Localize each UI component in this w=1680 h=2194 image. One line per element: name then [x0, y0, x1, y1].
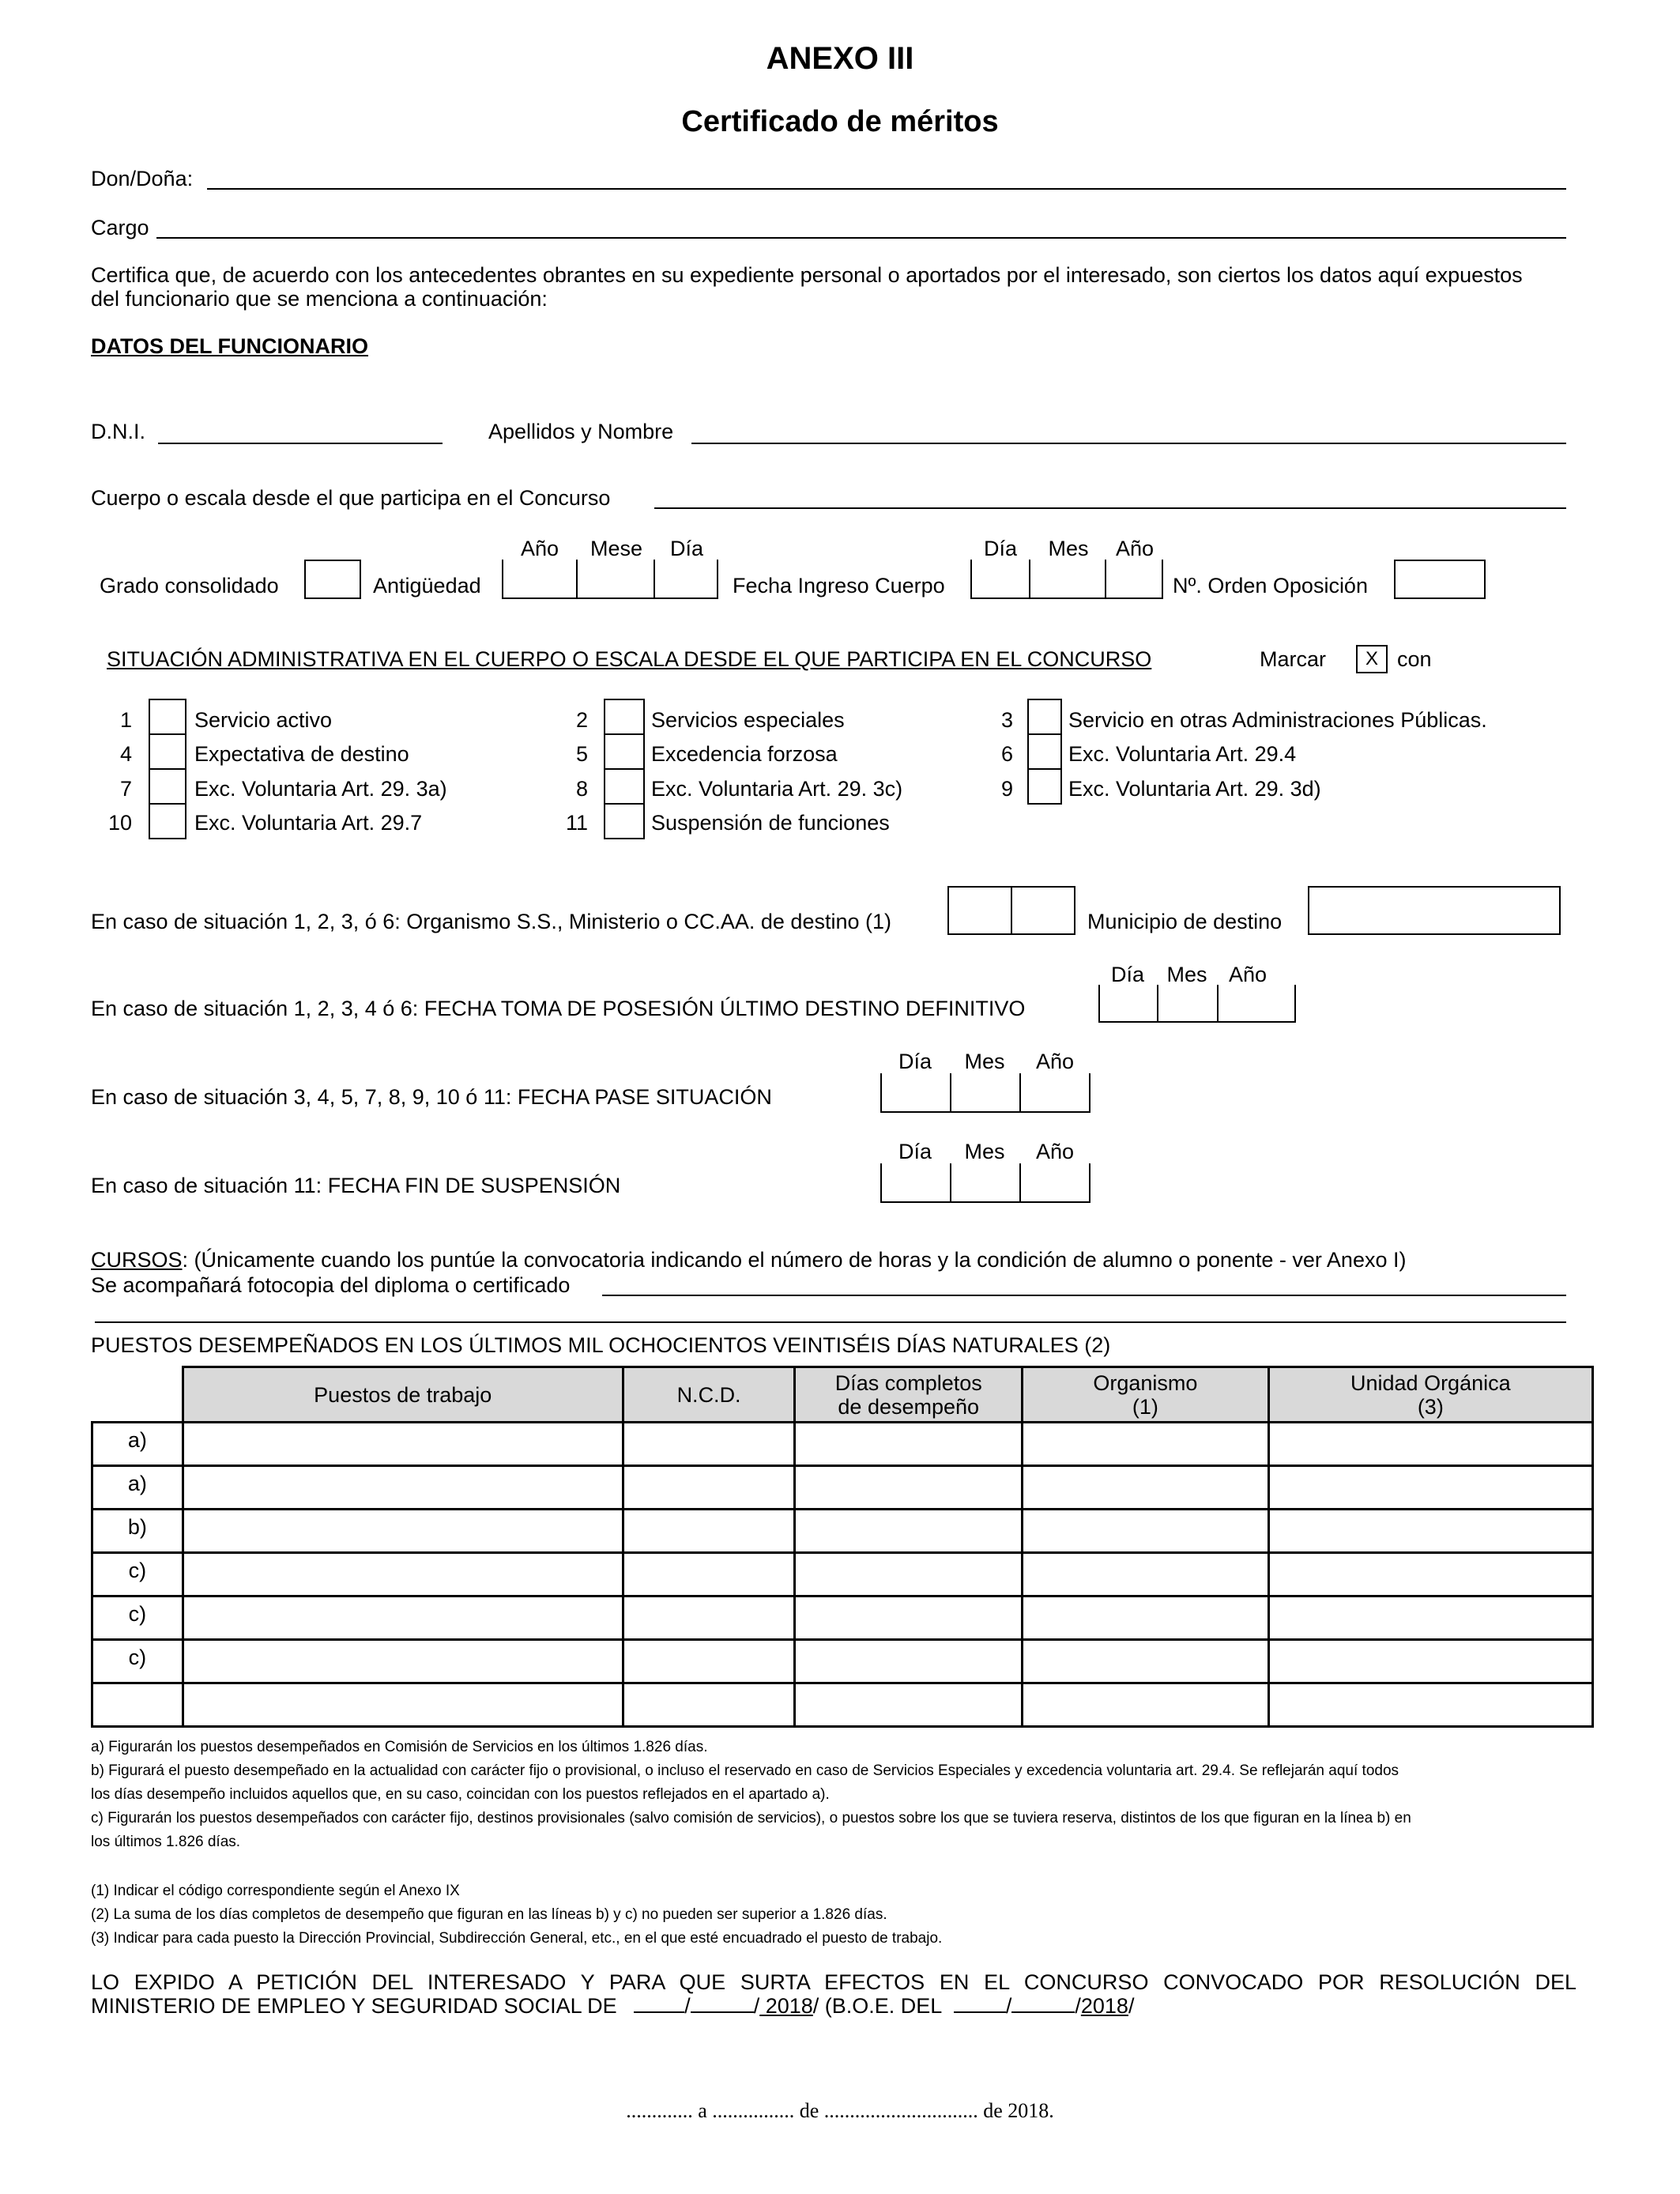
- header-dias: Días completos de desempeño: [795, 1367, 1023, 1423]
- header-unidad: Unidad Orgánica (3): [1268, 1367, 1592, 1423]
- cell[interactable]: [1023, 1683, 1269, 1727]
- note-b-line-2: los días desempeño incluidos aquellos que, en su caso, coincidan con los puestos reflejados en el apartado a).: [91, 1786, 830, 1803]
- cuerpo-label: Cuerpo o escala desde el que participa en el Concurso: [91, 486, 611, 510]
- fecha-ingreso-ano-box[interactable]: [1105, 560, 1163, 599]
- antiguedad-col-ano: Año: [520, 537, 559, 560]
- cell[interactable]: [795, 1640, 1023, 1683]
- fin-mes-box[interactable]: [950, 1163, 1021, 1203]
- res-year: 2018: [759, 1994, 813, 2018]
- apellidos-label: Apellidos y Nombre: [488, 420, 674, 443]
- cell[interactable]: [1268, 1466, 1592, 1510]
- posesion-col-dia: Día: [1110, 963, 1145, 986]
- puestos-table: [91, 1366, 1594, 1728]
- table-row: [92, 1423, 1593, 1466]
- cell[interactable]: [623, 1553, 795, 1596]
- posesion-col-ano: Año: [1228, 963, 1268, 986]
- situacion-label: Suspensión de funciones: [651, 811, 890, 835]
- cell[interactable]: [1023, 1553, 1269, 1596]
- cell[interactable]: [795, 1683, 1023, 1727]
- cell[interactable]: [183, 1423, 623, 1466]
- note-b-line-1: b) Figurará el puesto desempeñado en la actualidad con carácter fijo o provisional, o incluso el reservado en caso de Servicios Especiales y excedencia voluntaria art. 29.4. Se reflejarán aquí todos: [91, 1762, 1399, 1779]
- cell[interactable]: [1268, 1510, 1592, 1553]
- pase-label: En caso de situación 3, 4, 5, 7, 8, 9, 10 ó 11: FECHA PASE SITUACIÓN: [91, 1085, 772, 1109]
- antiguedad-col-mese: Mese: [590, 537, 643, 560]
- res-day-field[interactable]: [634, 1994, 684, 2013]
- cell[interactable]: [1023, 1466, 1269, 1510]
- row-label: b): [92, 1510, 183, 1553]
- cell[interactable]: [183, 1553, 623, 1596]
- closing-line-1: LO EXPIDO A PETICIÓN DEL INTERESADO Y PARA QUE SURTA EFECTOS EN EL CONCURSO CONVOCADO POR RESOLUCIÓN DEL: [91, 1970, 1576, 1994]
- note-3: (3) Indicar para cada puesto la Dirección Provincial, Subdirección General, etc., en el que esté encuadrado el puesto de trabajo.: [91, 1930, 943, 1947]
- table-row: [92, 1466, 1593, 1510]
- cell[interactable]: [623, 1683, 795, 1727]
- note-c-line-2: los últimos 1.826 días.: [91, 1834, 241, 1850]
- dni-field[interactable]: [158, 443, 443, 444]
- situacion-num: 7: [119, 777, 132, 801]
- note-2: (2) La suma de los días completos de desempeño que figuran en las líneas b) y c) no pueden ser superior a 1.826 días.: [91, 1906, 887, 1923]
- municipio-label: Municipio de destino: [1087, 910, 1283, 933]
- posesion-ano-box[interactable]: [1217, 985, 1296, 1023]
- header-organismo: Organismo (1): [1023, 1367, 1269, 1423]
- dni-label: D.N.I.: [91, 420, 146, 443]
- cuerpo-field[interactable]: [654, 507, 1566, 509]
- annex-title: ANEXO III: [766, 41, 914, 76]
- posesion-label: En caso de situación 1, 2, 3, 4 ó 6: FECHA TOMA DE POSESIÓN ÚLTIMO DESTINO DEFINITIVO: [91, 997, 1026, 1020]
- fecha-ingreso-mes-box[interactable]: [1029, 560, 1106, 599]
- posesion-dia-box[interactable]: [1098, 985, 1158, 1023]
- antiguedad-mese-box[interactable]: [576, 560, 655, 599]
- cursos-field[interactable]: [602, 1295, 1566, 1296]
- cell[interactable]: [1268, 1683, 1592, 1727]
- cursos-line: [91, 1247, 1406, 1272]
- situacion-label: Exc. Voluntaria Art. 29. 3d): [1068, 777, 1321, 801]
- closing-boe: / (B.O.E. DEL: [812, 1994, 942, 2018]
- situacion-checkbox-5[interactable]: [604, 733, 645, 770]
- pase-ano-box[interactable]: [1019, 1073, 1090, 1113]
- note-1: (1) Indicar el código correspondiente según el Anexo IX: [91, 1883, 460, 1899]
- closing-line-2: MINISTERIO DE EMPLEO Y SEGURIDAD SOCIAL DE / / 2018/ (B.O.E. DEL / /2018/: [91, 1994, 1135, 2018]
- municipio-box[interactable]: [1308, 886, 1561, 935]
- cell[interactable]: [183, 1596, 623, 1640]
- cell[interactable]: [795, 1596, 1023, 1640]
- pase-col-ano: Año: [1035, 1050, 1075, 1073]
- table-row: [92, 1683, 1593, 1727]
- cell[interactable]: [183, 1466, 623, 1510]
- situacion-num: 9: [1000, 777, 1013, 801]
- fin-col-ano: Año: [1035, 1140, 1075, 1163]
- cursos-extra-line[interactable]: [95, 1321, 1566, 1323]
- situacion-num: 11: [565, 811, 588, 835]
- situacion-label: Servicios especiales: [651, 708, 845, 732]
- situacion-checkbox-2[interactable]: [604, 699, 645, 735]
- table-row: [92, 1640, 1593, 1683]
- cell[interactable]: [1023, 1640, 1269, 1683]
- situacion-num: 3: [1000, 708, 1013, 732]
- situacion-checkbox-4[interactable]: [149, 733, 186, 770]
- certifica-line-1: Certifica que, de acuerdo con los antecedentes obrantes en su expediente personal o aportados por el interesado, son ciertos los datos aquí expuestos: [91, 263, 1523, 287]
- situacion-checkbox-7[interactable]: [149, 768, 186, 805]
- cell[interactable]: [623, 1510, 795, 1553]
- situacion-num: 1: [119, 708, 132, 732]
- situacion-num: 6: [1000, 742, 1013, 766]
- fin-ano-box[interactable]: [1019, 1163, 1090, 1203]
- boe-month-field[interactable]: [1011, 1994, 1075, 2013]
- con-label: con: [1397, 647, 1432, 671]
- cell[interactable]: [1023, 1596, 1269, 1640]
- cell[interactable]: [1268, 1553, 1592, 1596]
- boe-day-field[interactable]: [954, 1994, 1006, 2013]
- cell[interactable]: [183, 1510, 623, 1553]
- fecha-ingreso-dia-box[interactable]: [970, 560, 1030, 599]
- situacion-num: 4: [119, 742, 132, 766]
- boe-year: 2018: [1080, 1994, 1128, 2018]
- note-a: a) Figurarán los puestos desempeñados en Comisión de Servicios en los últimos 1.826 días.: [91, 1739, 708, 1755]
- situacion-label: Exc. Voluntaria Art. 29.4: [1068, 742, 1297, 766]
- situacion-checkbox-8[interactable]: [604, 768, 645, 805]
- cell[interactable]: [1268, 1423, 1592, 1466]
- cell[interactable]: [795, 1423, 1023, 1466]
- antiguedad-ano-box[interactable]: [502, 560, 578, 599]
- cargo-field[interactable]: [156, 237, 1566, 239]
- organismo-box-2[interactable]: [1011, 886, 1075, 935]
- marcar-example-box: X: [1356, 645, 1388, 673]
- certifica-line-2: del funcionario que se menciona a continuación:: [91, 287, 548, 311]
- row-label: a): [92, 1466, 183, 1510]
- grado-label: Grado consolidado: [100, 574, 279, 598]
- pase-col-mes: Mes: [964, 1050, 1005, 1073]
- cell[interactable]: [1023, 1423, 1269, 1466]
- pase-dia-box[interactable]: [880, 1073, 951, 1113]
- pase-col-dia: Día: [898, 1050, 932, 1073]
- res-month-field[interactable]: [691, 1994, 754, 2013]
- page-title: Certificado de méritos: [681, 105, 999, 138]
- row-label: a): [92, 1423, 183, 1466]
- cell[interactable]: [1268, 1596, 1592, 1640]
- fecha-ingreso-label: Fecha Ingreso Cuerpo: [733, 574, 945, 598]
- situacion-num: 8: [575, 777, 588, 801]
- orden-box[interactable]: [1394, 560, 1486, 599]
- row-label: c): [92, 1596, 183, 1640]
- fin-col-dia: Día: [898, 1140, 932, 1163]
- note-c-line-1: c) Figurarán los puestos desempeñados con carácter fijo, destinos provisionales (salvo comisión de servicios), o puestos sobre los que se tuviera reserva, distintos de los que figuran en la línea b) en: [91, 1810, 1411, 1826]
- fin-label: En caso de situación 11: FECHA FIN DE SUSPENSIÓN: [91, 1174, 621, 1197]
- cursos-text: : (Únicamente cuando los puntúe la convocatoria indicando el número de horas y la condición de alumno o ponente - ver Anexo I): [182, 1248, 1407, 1272]
- table-corner: [92, 1367, 183, 1423]
- don-label: Don/Doña:: [91, 167, 194, 190]
- situacion-checkbox-9[interactable]: [1027, 768, 1062, 805]
- header-puestos: Puestos de trabajo: [183, 1367, 623, 1423]
- closing-ministerio: MINISTERIO DE EMPLEO Y SEGURIDAD SOCIAL DE: [91, 1994, 617, 2018]
- cell[interactable]: [623, 1596, 795, 1640]
- row-label: c): [92, 1553, 183, 1596]
- fecha-ingreso-col-mes: Mes: [1048, 537, 1089, 560]
- cell[interactable]: [623, 1423, 795, 1466]
- antiguedad-dia-box[interactable]: [654, 560, 718, 599]
- cargo-label: Cargo: [91, 216, 149, 239]
- situacion-label: Exc. Voluntaria Art. 29. 3c): [651, 777, 903, 801]
- situacion-label: Excedencia forzosa: [651, 742, 838, 766]
- cell[interactable]: [795, 1510, 1023, 1553]
- situacion-checkbox-10[interactable]: [149, 803, 186, 839]
- fecha-ingreso-col-ano: Año: [1115, 537, 1155, 560]
- cell[interactable]: [623, 1466, 795, 1510]
- table-row: [92, 1510, 1593, 1553]
- situacion-num: 5: [575, 742, 588, 766]
- cursos-label: CURSOS: [91, 1248, 183, 1272]
- cell[interactable]: [623, 1640, 795, 1683]
- antiguedad-label: Antigüedad: [373, 574, 481, 598]
- cell[interactable]: [183, 1640, 623, 1683]
- pase-mes-box[interactable]: [950, 1073, 1021, 1113]
- apellidos-field[interactable]: [691, 443, 1566, 444]
- fecha-ingreso-col-dia: Día: [983, 537, 1018, 560]
- situacion-label: Expectativa de destino: [194, 742, 409, 766]
- signature-line: ............. a ................ de .............................. de 2018.: [626, 2099, 1054, 2122]
- puestos-title: PUESTOS DESEMPEÑADOS EN LOS ÚLTIMOS MIL OCHOCIENTOS VEINTISÉIS DÍAS NATURALES (2): [91, 1333, 1111, 1357]
- cell[interactable]: [1023, 1510, 1269, 1553]
- organismo-label: En caso de situación 1, 2, 3, ó 6: Organismo S.S., Ministerio o CC.AA. de destino (1): [91, 910, 891, 933]
- cell[interactable]: [183, 1683, 623, 1727]
- situacion-checkbox-3[interactable]: [1027, 699, 1062, 735]
- table-row: [92, 1553, 1593, 1596]
- don-field[interactable]: [207, 188, 1566, 190]
- situacion-label: Servicio en otras Administraciones Públicas.: [1068, 708, 1487, 732]
- orden-label: Nº. Orden Oposición: [1173, 574, 1368, 598]
- row-label: c): [92, 1640, 183, 1683]
- situacion-num: 2: [575, 708, 588, 732]
- posesion-col-mes: Mes: [1166, 963, 1207, 986]
- situacion-num: 10: [107, 811, 132, 835]
- cell[interactable]: [1268, 1640, 1592, 1683]
- grado-box[interactable]: [304, 560, 361, 599]
- situacion-title: SITUACIÓN ADMINISTRATIVA EN EL CUERPO O ESCALA DESDE EL QUE PARTICIPA EN EL CONCURSO: [107, 647, 1152, 671]
- situacion-checkbox-1[interactable]: [149, 699, 186, 735]
- situacion-checkbox-6[interactable]: [1027, 733, 1062, 770]
- section-datos-title: DATOS DEL FUNCIONARIO: [91, 334, 369, 358]
- situacion-label: Exc. Voluntaria Art. 29. 3a): [194, 777, 447, 801]
- antiguedad-col-dia: Día: [669, 537, 704, 560]
- situacion-label: Servicio activo: [194, 708, 333, 732]
- situacion-checkbox-11[interactable]: [604, 803, 645, 839]
- fin-dia-box[interactable]: [880, 1163, 951, 1203]
- table-row: [92, 1596, 1593, 1640]
- marcar-label: Marcar: [1260, 647, 1327, 671]
- posesion-mes-box[interactable]: [1157, 985, 1219, 1023]
- header-ncd: N.C.D.: [623, 1367, 795, 1423]
- organismo-box-1[interactable]: [947, 886, 1012, 935]
- situacion-label: Exc. Voluntaria Art. 29.7: [194, 811, 423, 835]
- fin-col-mes: Mes: [964, 1140, 1005, 1163]
- fotocopia-label: Se acompañará fotocopia del diploma o certificado: [91, 1273, 571, 1297]
- row-label: [92, 1683, 183, 1727]
- cell[interactable]: [795, 1553, 1023, 1596]
- cell[interactable]: [795, 1466, 1023, 1510]
